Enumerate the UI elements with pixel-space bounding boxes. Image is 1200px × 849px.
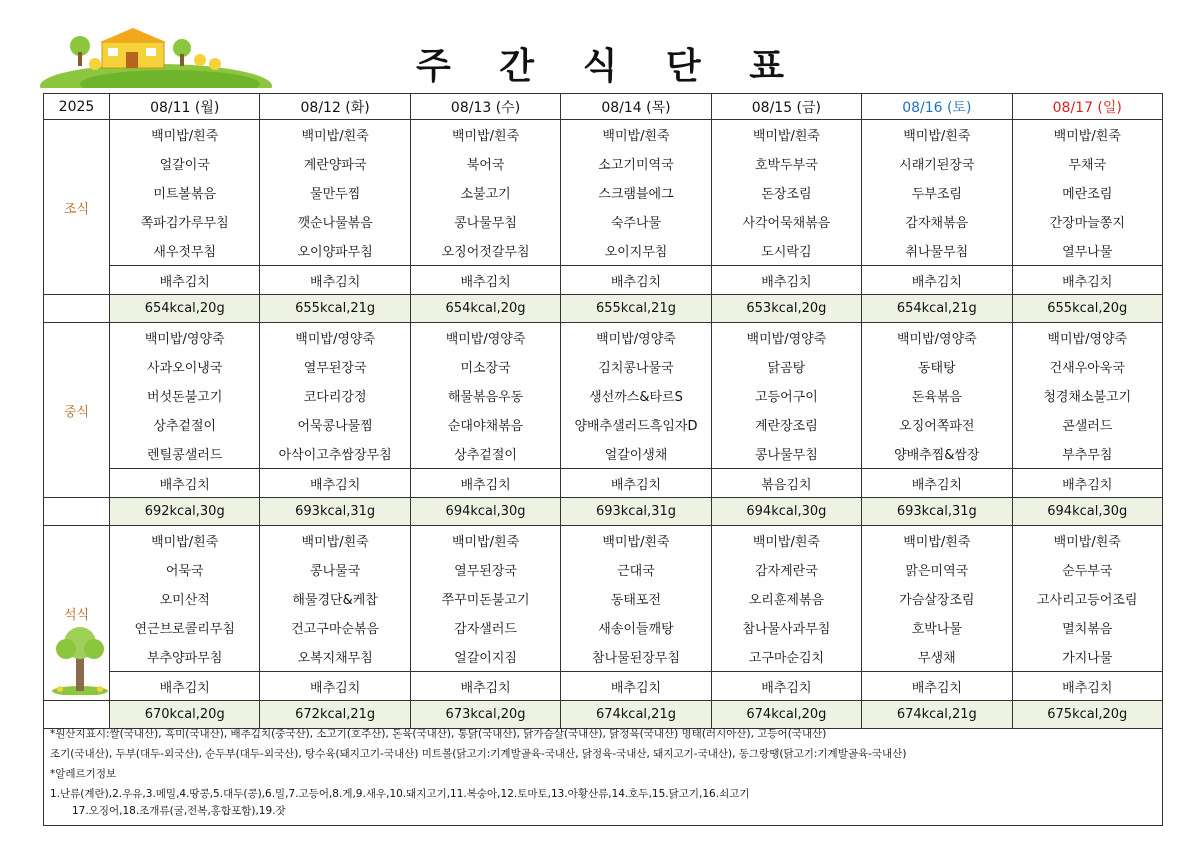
menu-item: 부추양파무침 <box>110 642 260 672</box>
menu-item: 백미밥/영양죽 <box>260 323 410 353</box>
menu-item: 물만두찜 <box>260 178 410 207</box>
menu-item: 어묵콩나물찜 <box>260 410 410 439</box>
menu-item: 숙주나물 <box>561 207 711 236</box>
menu-item: 부추무침 <box>1012 439 1162 469</box>
menu-item: 상추겉절이 <box>110 410 260 439</box>
menu-item: 배추김치 <box>862 672 1012 701</box>
weekly-menu-table <box>43 93 1163 729</box>
menu-item: 새우젓무침 <box>110 236 260 266</box>
menu-item: 얼갈이생채 <box>561 439 711 469</box>
menu-item: 배추김치 <box>410 266 560 295</box>
menu-item: 양배추찜&쌈장 <box>862 439 1012 469</box>
kcal-cell: 692kcal,30g <box>110 498 260 526</box>
menu-item: 배추김치 <box>260 469 410 498</box>
menu-item: 배추김치 <box>1012 469 1162 498</box>
menu-item: 양배추샐러드흑임자D <box>561 410 711 439</box>
menu-row <box>44 469 1163 498</box>
menu-item: 콩나물무침 <box>410 207 560 236</box>
menu-item: 가지나물 <box>1012 642 1162 672</box>
menu-item: 볶음김치 <box>711 469 861 498</box>
allergy-info-line-2: 17.오징어,18.조개류(굴,전복,홍합포함),19.잣 <box>72 805 286 817</box>
menu-row <box>44 526 1163 556</box>
menu-item: 백미밥/영양죽 <box>110 323 260 353</box>
menu-row <box>44 266 1163 295</box>
day-header: 08/12 (화) <box>260 94 410 120</box>
menu-item: 렌틸콩샐러드 <box>110 439 260 469</box>
menu-item: 배추김치 <box>862 469 1012 498</box>
kcal-cell: 653kcal,20g <box>711 295 861 323</box>
menu-item: 백미밥/흰죽 <box>1012 120 1162 150</box>
menu-item: 배추김치 <box>711 266 861 295</box>
meal-label: 조식 <box>44 120 110 295</box>
menu-item: 건새우아욱국 <box>1012 352 1162 381</box>
kcal-cell: 654kcal,20g <box>110 295 260 323</box>
origin-info-line-1: *원산지표시:쌀(국내산), 흑미(국내산), 배추김치(중국산), 소고기(호주산), 돈육(국내산), 통닭(국내산), 닭가슴살(국내산), 닭정육(국내산) 명태(러시아산), 고등어(국내산) <box>50 728 827 740</box>
menu-item: 해물경단&케찹 <box>260 584 410 613</box>
menu-item: 백미밥/흰죽 <box>110 120 260 150</box>
menu-item: 오리훈제볶음 <box>711 584 861 613</box>
menu-item: 배추김치 <box>561 266 711 295</box>
menu-item: 사각어묵채볶음 <box>711 207 861 236</box>
menu-item: 무생채 <box>862 642 1012 672</box>
menu-item: 배추김치 <box>410 672 560 701</box>
origin-info-line-2: 조기(국내산), 두부(대두-외국산), 순두부(대두-외국산), 탕수육(돼지고기-국내산) 미트볼(닭고기:기계발골육-국내산, 닭정육-국내산, 돼지고기-국내산), 동그랑땡(닭고기:기계발골육-국내산) <box>50 748 907 760</box>
menu-item: 돈육볶음 <box>862 381 1012 410</box>
menu-item: 열무된장국 <box>260 352 410 381</box>
menu-item: 백미밥/영양죽 <box>862 323 1012 353</box>
menu-item: 새송이들깨탕 <box>561 613 711 642</box>
menu-item: 미트볼볶음 <box>110 178 260 207</box>
menu-item: 오이지무침 <box>561 236 711 266</box>
kcal-row <box>44 295 1163 323</box>
menu-item: 호박두부국 <box>711 149 861 178</box>
kcal-row <box>44 498 1163 526</box>
menu-item: 백미밥/흰죽 <box>862 526 1012 556</box>
menu-row <box>44 672 1163 701</box>
tree-illustration <box>50 615 110 695</box>
menu-row <box>44 323 1163 353</box>
menu-item: 쪽파김가루무침 <box>110 207 260 236</box>
day-header: 08/11 (월) <box>110 94 260 120</box>
menu-item: 백미밥/흰죽 <box>862 120 1012 150</box>
menu-item: 백미밥/흰죽 <box>410 526 560 556</box>
menu-item: 콘샐러드 <box>1012 410 1162 439</box>
allergy-title: *알레르기정보 <box>50 768 117 780</box>
kcal-cell: 670kcal,20g <box>110 701 260 729</box>
kcal-cell: 694kcal,30g <box>711 498 861 526</box>
menu-item: 배추김치 <box>260 672 410 701</box>
menu-item: 계란양파국 <box>260 149 410 178</box>
menu-item: 아삭이고추쌈장무침 <box>260 439 410 469</box>
day-header: 08/14 (목) <box>561 94 711 120</box>
kcal-cell: 693kcal,31g <box>561 498 711 526</box>
menu-item: 근대국 <box>561 555 711 584</box>
menu-item: 오징어쪽파전 <box>862 410 1012 439</box>
meal-label: 중식 <box>44 323 110 498</box>
menu-item: 콩나물국 <box>260 555 410 584</box>
menu-item: 무채국 <box>1012 149 1162 178</box>
menu-item: 고구마순김치 <box>711 642 861 672</box>
kcal-row-label-blank <box>44 498 110 526</box>
menu-item: 고사리고등어조림 <box>1012 584 1162 613</box>
menu-row <box>44 584 1163 613</box>
menu-item: 닭곰탕 <box>711 352 861 381</box>
menu-item: 참나물사과무침 <box>711 613 861 642</box>
menu-row <box>44 555 1163 584</box>
menu-item: 백미밥/흰죽 <box>410 120 560 150</box>
menu-row <box>44 613 1163 642</box>
menu-item: 소불고기 <box>410 178 560 207</box>
menu-row <box>44 352 1163 381</box>
kcal-cell: 655kcal,21g <box>260 295 410 323</box>
menu-item: 어묵국 <box>110 555 260 584</box>
menu-item: 깻순나물볶음 <box>260 207 410 236</box>
menu-item: 오이양파무침 <box>260 236 410 266</box>
menu-item: 김치콩나물국 <box>561 352 711 381</box>
menu-row <box>44 439 1163 469</box>
menu-item: 미소장국 <box>410 352 560 381</box>
menu-item: 북어국 <box>410 149 560 178</box>
kcal-cell: 694kcal,30g <box>1012 498 1162 526</box>
kcal-cell: 693kcal,31g <box>260 498 410 526</box>
menu-item: 배추김치 <box>110 266 260 295</box>
menu-row <box>44 642 1163 672</box>
menu-item: 백미밥/영양죽 <box>1012 323 1162 353</box>
menu-item: 배추김치 <box>1012 672 1162 701</box>
day-header: 08/16 (토) <box>862 94 1012 120</box>
menu-item: 호박나물 <box>862 613 1012 642</box>
day-header: 08/13 (수) <box>410 94 560 120</box>
kcal-cell: 655kcal,20g <box>1012 295 1162 323</box>
notes-section <box>43 720 1163 826</box>
menu-item: 백미밥/흰죽 <box>1012 526 1162 556</box>
kcal-cell: 693kcal,31g <box>862 498 1012 526</box>
menu-item: 백미밥/흰죽 <box>260 120 410 150</box>
menu-item: 돈장조림 <box>711 178 861 207</box>
kcal-cell: 674kcal,21g <box>561 701 711 729</box>
menu-item: 쭈꾸미돈불고기 <box>410 584 560 613</box>
menu-item: 배추김치 <box>110 469 260 498</box>
kcal-cell: 654kcal,21g <box>862 295 1012 323</box>
menu-item: 배추김치 <box>110 672 260 701</box>
menu-item: 열무된장국 <box>410 555 560 584</box>
day-header: 08/15 (금) <box>711 94 861 120</box>
menu-row <box>44 149 1163 178</box>
menu-item: 백미밥/흰죽 <box>110 526 260 556</box>
menu-item: 참나물된장무침 <box>561 642 711 672</box>
header-row <box>44 94 1163 120</box>
menu-item: 도시락김 <box>711 236 861 266</box>
menu-row <box>44 236 1163 266</box>
menu-item: 배추김치 <box>561 469 711 498</box>
menu-row <box>44 410 1163 439</box>
menu-item: 백미밥/영양죽 <box>711 323 861 353</box>
menu-item: 백미밥/흰죽 <box>260 526 410 556</box>
menu-item: 버섯돈불고기 <box>110 381 260 410</box>
day-header: 08/17 (일) <box>1012 94 1162 120</box>
menu-item: 연근브로콜리무침 <box>110 613 260 642</box>
menu-item: 백미밥/흰죽 <box>561 120 711 150</box>
menu-item: 청경채소불고기 <box>1012 381 1162 410</box>
menu-item: 고등어구이 <box>711 381 861 410</box>
menu-item: 동태포전 <box>561 584 711 613</box>
menu-item: 멸치볶음 <box>1012 613 1162 642</box>
menu-item: 감자샐러드 <box>410 613 560 642</box>
menu-item: 메란조림 <box>1012 178 1162 207</box>
menu-item: 취나물무침 <box>862 236 1012 266</box>
page-title: 주 간 식 단 표 <box>415 46 802 87</box>
menu-row <box>44 207 1163 236</box>
menu-item: 배추김치 <box>561 672 711 701</box>
menu-item: 백미밥/흰죽 <box>711 526 861 556</box>
menu-item: 해물볶음우동 <box>410 381 560 410</box>
menu-row <box>44 178 1163 207</box>
menu-item: 순대야채볶음 <box>410 410 560 439</box>
menu-item: 두부조림 <box>862 178 1012 207</box>
menu-item: 배추김치 <box>862 266 1012 295</box>
menu-item: 오징어젓갈무침 <box>410 236 560 266</box>
menu-item: 계란장조림 <box>711 410 861 439</box>
menu-item: 얼갈이지짐 <box>410 642 560 672</box>
kcal-cell: 672kcal,21g <box>260 701 410 729</box>
menu-item: 코다리강정 <box>260 381 410 410</box>
menu-item: 오미산적 <box>110 584 260 613</box>
menu-item: 배추김치 <box>260 266 410 295</box>
kcal-cell: 673kcal,20g <box>410 701 560 729</box>
menu-item: 순두부국 <box>1012 555 1162 584</box>
menu-item: 오복지채무침 <box>260 642 410 672</box>
menu-item: 시래기된장국 <box>862 149 1012 178</box>
menu-item: 백미밥/흰죽 <box>561 526 711 556</box>
menu-item: 사과오이냉국 <box>110 352 260 381</box>
menu-item: 건고구마순볶음 <box>260 613 410 642</box>
kcal-cell: 675kcal,20g <box>1012 701 1162 729</box>
meal-label: 석식 <box>44 526 110 701</box>
menu-item: 백미밥/영양죽 <box>561 323 711 353</box>
menu-item: 배추김치 <box>410 469 560 498</box>
menu-item: 감자채볶음 <box>862 207 1012 236</box>
allergy-info-line-1: 1.난류(계란),2.우유,3.메밀,4.땅콩,5.대두(콩),6.밀,7.고등어,8.게,9.새우,10.돼지고기,11.복숭아,12.토마토,13.아황산류,14.호두,15.닭고기,16.쇠고기 <box>50 788 750 800</box>
kcal-cell: 654kcal,20g <box>410 295 560 323</box>
menu-item: 얼갈이국 <box>110 149 260 178</box>
menu-item: 동태탕 <box>862 352 1012 381</box>
menu-item: 감자계란국 <box>711 555 861 584</box>
menu-item: 상추겉절이 <box>410 439 560 469</box>
menu-item: 열무나물 <box>1012 236 1162 266</box>
menu-row <box>44 381 1163 410</box>
year-cell: 2025 <box>44 94 110 120</box>
kcal-cell: 694kcal,30g <box>410 498 560 526</box>
menu-item: 스크램블에그 <box>561 178 711 207</box>
menu-item: 맑은미역국 <box>862 555 1012 584</box>
menu-item: 배추김치 <box>711 672 861 701</box>
menu-row <box>44 120 1163 150</box>
kcal-cell: 655kcal,21g <box>561 295 711 323</box>
menu-item: 배추김치 <box>1012 266 1162 295</box>
menu-item: 백미밥/영양죽 <box>410 323 560 353</box>
kcal-row-label-blank <box>44 295 110 323</box>
kcal-cell: 674kcal,21g <box>862 701 1012 729</box>
menu-item: 생선까스&타르S <box>561 381 711 410</box>
kcal-cell: 674kcal,20g <box>711 701 861 729</box>
menu-item: 간장마늘쫑지 <box>1012 207 1162 236</box>
menu-item: 소고기미역국 <box>561 149 711 178</box>
menu-item: 콩나물무침 <box>711 439 861 469</box>
menu-item: 백미밥/흰죽 <box>711 120 861 150</box>
menu-item: 가슴살장조림 <box>862 584 1012 613</box>
